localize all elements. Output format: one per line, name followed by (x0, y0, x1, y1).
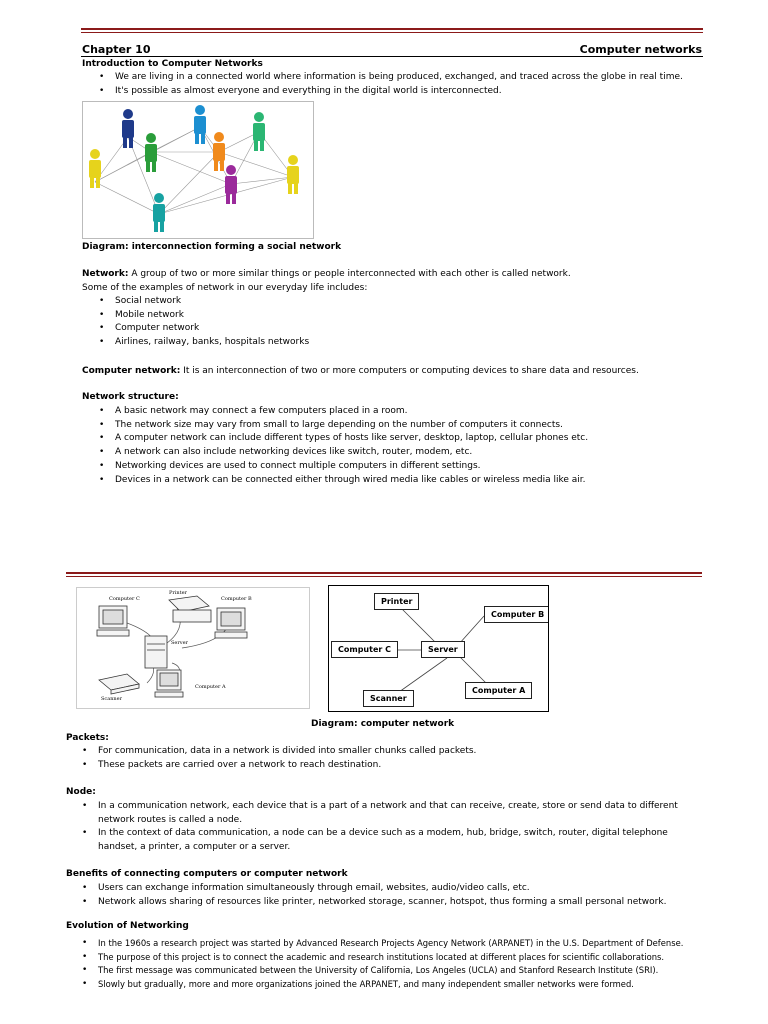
sketch-server-icon (145, 636, 167, 668)
list-item: • A network can also include networking devices like switch, router, modem, etc. (115, 446, 588, 460)
node-computer-a: Computer A (465, 682, 532, 699)
list-item: • Computer network (115, 322, 309, 336)
page2-rule-thin (66, 576, 702, 577)
top-rule (81, 28, 703, 30)
sketch-computer-a-icon (155, 670, 183, 697)
node-printer: Printer (374, 593, 419, 610)
social-figure-caption: Diagram: interconnection forming a social network (82, 242, 342, 252)
computer-network-term: Computer network: (82, 366, 181, 376)
sketch-label-printer: Printer (169, 590, 187, 596)
top-rule-thin (81, 32, 703, 33)
node-scanner: Scanner (363, 690, 414, 707)
intro-bullets (115, 71, 683, 98)
sketch-label-computer-c: Computer C (109, 596, 140, 602)
list-item: • Network allows sharing of resources like printer, networked storage, scanner, hotspot, thus forming a small personal network. (98, 896, 666, 910)
sketch-label-server: Server (171, 640, 188, 646)
intro-heading: Introduction to Computer Networks (82, 59, 263, 69)
list-item: • In the 1960s a research project was started by Advanced Research Projects Agency Network (ARPANET) in the U.S. Department of Defense. (98, 937, 683, 951)
network-examples (115, 295, 309, 350)
list-item: • In the context of data communication, a node can be a device such as a modem, hub, bridge, switch, router, digital telephone handset, a printer, a computer or a server. (98, 827, 690, 854)
list-item: • Social network (115, 295, 309, 309)
list-item: • Airlines, railway, banks, hospitals networks (115, 336, 309, 350)
chapter-title: Chapter 10 (82, 43, 151, 56)
benefits-bullets (98, 882, 666, 909)
list-item: • It's possible as almost everyone and everything in the digital world is interconnected. (115, 85, 683, 99)
evolution-heading: Evolution of Networking (66, 921, 189, 931)
list-item: • We are living in a connected world where information is being produced, exchanged, and traced across the globe in real time. (115, 71, 683, 85)
packets-heading: Packets: (66, 733, 109, 743)
node-computer-c: Computer C (331, 641, 398, 658)
computer-network-text: It is an interconnection of two or more computers or computing devices to share data and resources. (180, 366, 639, 376)
packets-bullets (98, 745, 476, 772)
node-computer-b: Computer B (484, 606, 549, 623)
computer-network-caption: Diagram: computer network (311, 719, 455, 729)
node-server: Server (421, 641, 465, 658)
benefits-heading: Benefits of connecting computers or computer network (66, 869, 348, 879)
sketch-label-computer-b: Computer B (221, 596, 252, 602)
network-structure-heading: Network structure: (82, 392, 179, 402)
network-structure-bullets (115, 405, 588, 487)
node-heading: Node: (66, 787, 96, 797)
network-examples-intro: Some of the examples of network in our everyday life includes: (82, 283, 368, 293)
computer-network-definition (82, 365, 639, 377)
list-item: • The network size may vary from small to large depending on the number of computers it connects. (115, 419, 588, 433)
list-item: • For communication, data in a network is divided into smaller chunks called packets. (98, 745, 476, 759)
sketch-printer-icon (169, 596, 211, 622)
sketch-computer-b-icon (215, 608, 247, 638)
list-item: • Slowly but gradually, more and more organizations joined the ARPANET, and many independent smaller networks were formed. (98, 978, 683, 992)
network-sketch-illustration (77, 588, 309, 708)
list-item: • Mobile network (115, 309, 309, 323)
network-text: A group of two or more similar things or people interconnected with each other is called network. (128, 269, 571, 279)
header-underline (81, 56, 703, 57)
network-term: Network: (82, 269, 129, 279)
node-bullets (98, 800, 690, 855)
chapter-topic: Computer networks (579, 43, 702, 56)
network-definition (82, 268, 571, 280)
sketch-scanner-icon (99, 674, 139, 694)
list-item: • Networking devices are used to connect multiple computers in different settings. (115, 460, 588, 474)
network-block-diagram (328, 585, 549, 712)
list-item: • Devices in a network can be connected either through wired media like cables or wireless media like air. (115, 474, 588, 488)
list-item: • In a communication network, each device that is a part of a network and that can receive, create, store or send data to different network routes is called a node. (98, 800, 690, 827)
list-item: • A computer network can include different types of hosts like server, desktop, laptop, cellular phones etc. (115, 432, 588, 446)
page2-rule (66, 572, 702, 574)
list-item: • The purpose of this project is to connect the academic and research institutions located at different places for scientific collaborations. (98, 951, 683, 965)
social-network-illustration (83, 102, 313, 238)
list-item: • Users can exchange information simultaneously through email, websites, audio/video calls, etc. (98, 882, 666, 896)
social-network-figure (82, 101, 314, 239)
network-sketch-figure (76, 587, 310, 709)
sketch-label-scanner: Scanner (101, 696, 122, 702)
list-item: • These packets are carried over a network to reach destination. (98, 759, 476, 773)
sketch-computer-c-icon (97, 606, 129, 636)
evolution-bullets (98, 937, 683, 992)
list-item: • The first message was communicated between the University of California, Los Angeles (UCLA) and Stanford Research Institute (SRI). (98, 964, 683, 978)
sketch-label-computer-a: Computer A (195, 684, 226, 690)
list-item: • A basic network may connect a few computers placed in a room. (115, 405, 588, 419)
